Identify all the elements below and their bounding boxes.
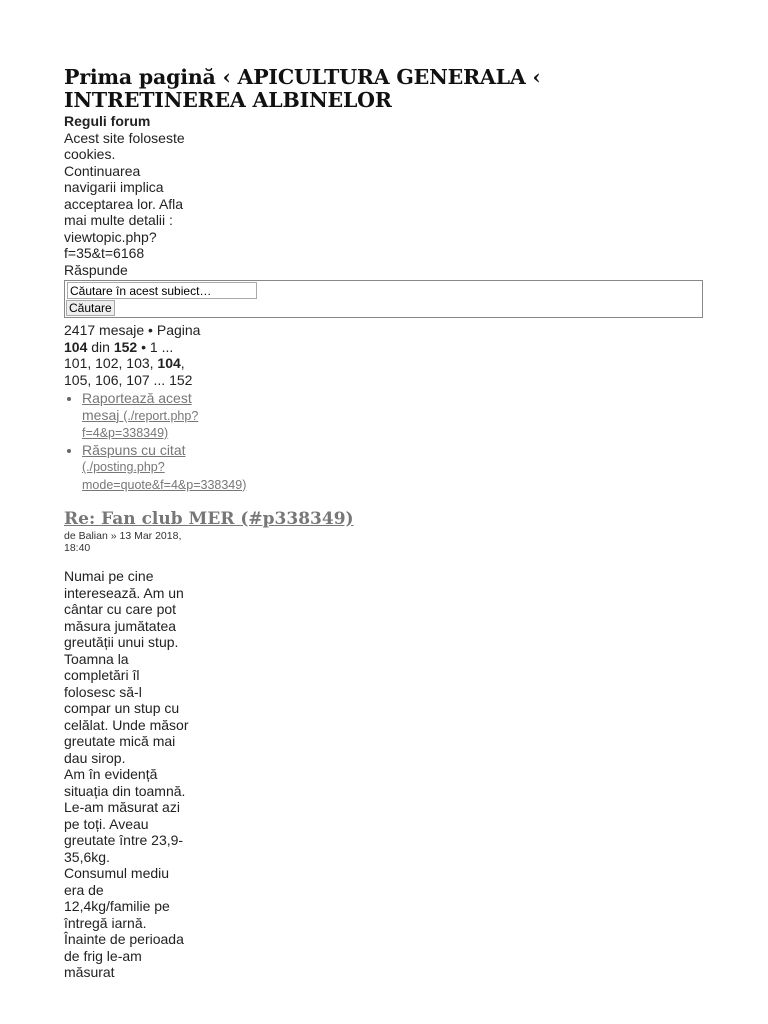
- quote-url: (./posting.php?mode=quote&f=4&p=338349): [82, 460, 247, 492]
- page-link[interactable]: 101: [64, 355, 88, 371]
- post-author-link[interactable]: Balian: [78, 530, 108, 542]
- report-post-link[interactable]: [82, 390, 198, 440]
- post-paragraph: Numai pe cine interesează. Am un cântar cu care pot măsura jumătatea greutății unui stup. Toamna la completări îl folosesc să-l compar un stup cu celălat. Unde măsor greutate mică mai dau sirop.: [64, 568, 189, 766]
- list-item: [82, 390, 222, 442]
- post-title-link[interactable]: [64, 509, 354, 529]
- page-link[interactable]: 103: [126, 355, 150, 371]
- page-link[interactable]: 1: [149, 338, 158, 355]
- search-input[interactable]: [67, 282, 257, 299]
- post-actions: [64, 390, 704, 493]
- breadcrumb-topic[interactable]: INTRETINEREA ALBINELOR: [64, 88, 392, 112]
- breadcrumb-separator: ‹: [222, 65, 231, 89]
- report-label: Raportează acest mesaj: [82, 390, 192, 423]
- current-page: 104: [64, 338, 88, 355]
- quote-label: Răspuns cu citat: [82, 441, 186, 458]
- breadcrumb-home[interactable]: Prima pagină: [64, 65, 216, 89]
- breadcrumb-separator: ‹: [532, 65, 541, 89]
- page-current: 104: [157, 355, 181, 371]
- page-of-label: din: [91, 338, 110, 355]
- page-link[interactable]: 105: [64, 371, 88, 388]
- post-anchor: (#p338349): [240, 509, 354, 529]
- post-title-text: Re: Fan club MER: [64, 509, 235, 529]
- pagination: 2417 mesaje • Pagina 104 din 152 • 1 ... 101, 102, 103, 104, 105, 106, 107 ... 152: [64, 322, 201, 388]
- post-content: [64, 568, 192, 981]
- meta-separator: »: [110, 530, 117, 542]
- page-ellipsis: ...: [153, 371, 166, 388]
- cookie-notice: Acest site foloseste cookies. Continuarea navigarii implica acceptarea lor. Afla mai multe detalii : viewtopic.php?f=35&t=6168: [64, 129, 185, 261]
- page-link[interactable]: 102: [95, 355, 119, 371]
- post-title: [64, 509, 704, 529]
- total-pages: 152: [113, 338, 138, 355]
- search-button[interactable]: Căutare: [66, 300, 115, 316]
- report-url: (./report.php?f=4&p=338349): [82, 408, 199, 440]
- post-count: 2417 mesaje: [64, 322, 145, 338]
- breadcrumb-forum[interactable]: APICULTURA GENERALA: [237, 65, 526, 89]
- page-link[interactable]: 152: [169, 371, 193, 388]
- page-link[interactable]: 107: [126, 371, 150, 388]
- post-paragraph: Înainte de perioada de frig le-am măsurat: [64, 931, 184, 980]
- post-meta: [64, 530, 189, 554]
- page-link[interactable]: 106: [95, 371, 119, 388]
- post-paragraph: Am în evidență situația din toamnă. Le-am măsurat azi pe toți. Aveau greutate între 23,9-35,6kg.: [64, 766, 186, 865]
- list-item: [82, 441, 247, 494]
- page: [64, 66, 704, 981]
- page-ellipsis: ...: [161, 338, 174, 355]
- search-form: [64, 280, 703, 318]
- quote-reply-link[interactable]: [82, 442, 246, 492]
- meta-prefix: de: [64, 530, 76, 542]
- page-title: [64, 66, 704, 112]
- post-date: 13 Mar 2018, 18:40: [64, 530, 182, 554]
- reply-button[interactable]: Răspunde: [64, 261, 128, 278]
- forum-rules-link[interactable]: Reguli forum: [64, 113, 151, 129]
- page-label: Pagina: [156, 322, 201, 338]
- post-paragraph: Consumul mediu era de 12,4kg/familie pe întregă iarnă.: [64, 865, 170, 931]
